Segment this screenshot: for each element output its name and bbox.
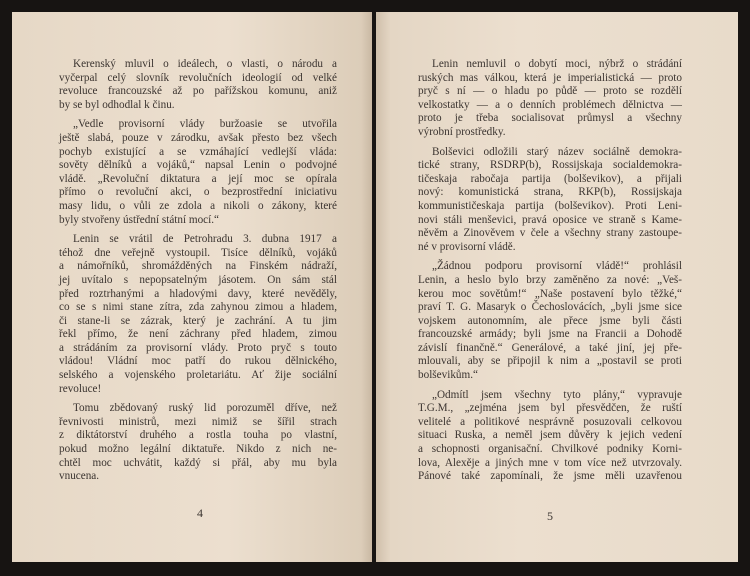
text-line: kommunističeskaja partija (bolševikov). Proti Leni- [418, 199, 682, 212]
text-line: a strádáním za provisorní vlády. Proto pryč s touto [59, 341, 337, 354]
text-line: by se byl odhodlal k činu. [59, 98, 175, 111]
text-line: něvěm a Zinověvem v čele a všechny strany zastoupe- [418, 227, 682, 240]
text-line: a námořníků, shromážděných na Finském nádraží, [59, 260, 337, 273]
text-line: byly stvořeny ústřední státní mocí.“ [59, 213, 220, 226]
text-line: Bolševici odložili starý název sociálně demokra- [432, 145, 682, 158]
text-line: výrobní prostředky. [418, 125, 506, 138]
text-line: Tomu zbědovaný ruský lid porozuměl dříve, než [73, 402, 337, 415]
page-number: 5 [547, 509, 553, 523]
text-line: před roztrhanými a hladovými davy, které nevěděly, [59, 287, 337, 300]
text-line: vládě. „Revoluční diktatura a její moc se opírala [59, 172, 337, 185]
text-line: Pánové také zapomínali, že jsme měli uzavřenou [418, 470, 682, 483]
paragraph [418, 58, 682, 140]
text-line: lova, Alexěje a jiných mne v tom více než utvrzovaly. [418, 456, 682, 469]
text-line: kerou moc sovětům!“ „Naše postavení bylo těžké,“ [418, 287, 682, 300]
text-line: sověty dělníků a vojáků,“ napsal Lenin o podvojné [59, 159, 337, 172]
paragraph [59, 402, 337, 484]
right-page-text [418, 58, 682, 490]
text-line: nový: komunistická strana, RKP(b), Rossijskaja [418, 186, 682, 199]
paragraph [418, 260, 682, 382]
text-line: francouzské armády; byli jsme na Francii a Dohodě [418, 328, 682, 341]
text-line: Kerenský mluvil o ideálech, o vlasti, o národu a [73, 58, 337, 70]
text-line: velitelé a politikové nesprávně posuzovali celkovou [418, 415, 682, 428]
text-line: z diktátorství druhého a rostla touha po vlastní, [59, 429, 337, 442]
text-line: vládou! Vládní moc patří do rukou dělnického, [59, 355, 337, 368]
right-page [376, 12, 738, 562]
text-line: pokud možno legální diktatuře. Nikdo z nich ne- [59, 443, 337, 456]
text-line: situaci Ruska, a neměl jsem důvěry k jejich vedení [418, 429, 682, 442]
text-line: co se s nimi stane zítra, zda zahynou zimou a hladem, [59, 301, 337, 314]
text-line: Lenin nemluvil o dobytí moci, nýbrž o strádání [432, 58, 682, 70]
text-line: ruských mas válkou, která je imperialistická — proto [418, 71, 682, 84]
paragraph [59, 58, 337, 112]
text-line: jej uvítalo s nepopsatelným jásotem. On sám stál [59, 273, 337, 286]
left-page-text [59, 58, 337, 490]
page-number: 4 [197, 506, 203, 520]
text-line: T.G.M., „zejména jsem byl přesvědčen, že ruští [418, 402, 682, 415]
text-line: praví T. G. Masaryk o Čechoslovácích, „byli jsme sice [418, 301, 682, 314]
text-line: přímo o revoluční akci, o bezprostřední iniciativu [59, 186, 337, 199]
paragraph [418, 146, 682, 255]
text-line: či stane-li se zázrak, který je zachrání. A tu jim [59, 314, 337, 327]
text-line: chtěl moc uchvátit, každý si přál, aby mu byla [59, 456, 337, 469]
text-line: téhož dne veřejně vystoupil. Tisíce dělníků, vojáků [59, 246, 337, 259]
text-line: „Žádnou podporu provisorní vládě!“ prohlásil [432, 260, 682, 273]
text-line: masy lidu, o vůli ze zdola a nikoli o zákony, které [59, 199, 337, 212]
text-line: tické strany, RSDRP(b), Rossijskaja socialdemokra- [418, 159, 682, 172]
text-line: revoluce! [59, 382, 102, 395]
text-line: Lenin se vrátil de Petrohradu 3. dubna 1917 a [73, 233, 337, 246]
text-line: a schopnosti organisační. Chvilkové podniky Korni- [418, 443, 682, 456]
paragraph [59, 233, 337, 396]
left-page [12, 12, 372, 562]
text-line: pochyb existující a se vzmáhající vedlejší vláda: [59, 145, 337, 158]
text-line: pryč s ní — o hladu po půdě — proto se rozdělí [418, 85, 682, 98]
text-line: selského a vojenského proletariátu. Ať žije sociální [59, 369, 337, 382]
text-line: revoluce francouzské až po pařížskou komunu, aniž [59, 85, 337, 98]
paragraph [59, 118, 337, 227]
text-line: vnucena. [59, 470, 100, 483]
text-line: „Vedle provisorní vlády buržoasie se utvořila [73, 118, 337, 131]
text-line: velkostatky — a o denních problémech dělnictva — [418, 98, 682, 111]
text-line: vyčerpal celý slovník revolučních ideologií od velké [59, 71, 337, 84]
text-line: tičeskaja rabočaja partija (bolševikov), a přijali [418, 172, 682, 185]
text-line: Lenin, a heslo bylo brzy zaměněno za nové: „Veš- [418, 273, 682, 286]
text-line: mlouvali, aby se připojil k nim a „postavil se proti [418, 355, 682, 368]
text-line: „Odmítl jsem všechny tyto plány,“ vypravuje [432, 388, 682, 401]
paragraph [418, 389, 682, 484]
text-line: bolševikům.“ [418, 369, 478, 382]
text-line: novi stáli menševici, pravá oposice ve straně s Kame- [418, 213, 682, 226]
text-line: ještě slabá, pouze v zárodku, avšak přesto bez všech [59, 131, 337, 144]
text-line: řekl přímo, že není záchrany před hladem, zimou [59, 328, 337, 341]
text-line: né v provisorní vládě. [418, 240, 516, 253]
text-line: závislí finančně.“ Generálové, a také jiní, jej pře- [418, 341, 682, 354]
text-line: řevnivosti ministrů, mezi nimiž se šířil strach [59, 415, 337, 428]
text-line: proto je třeba socialisovat průmysl a všechny [418, 112, 682, 125]
text-line: vojskem autonomním, ale přece jsme byli části [418, 314, 682, 327]
